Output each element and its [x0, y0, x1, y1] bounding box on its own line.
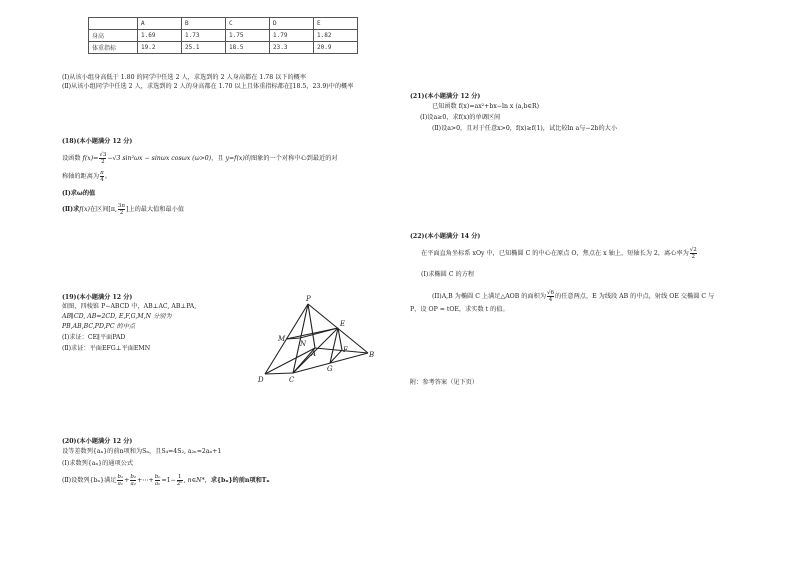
q20-heading: (20)(本小题满分 12 分) — [62, 438, 133, 445]
q19-line3: PB,AB,BC,PD,PC 的中点 — [62, 323, 136, 330]
table-cell: 1.69 — [138, 30, 182, 42]
q18-line2: 称轴的距离为 $\frac{\pi}{4}$ 。 — [62, 170, 111, 183]
table-cell: 1.79 — [270, 30, 314, 42]
fraction: $\frac{\text{bₙ}}{\text{aₙ}}$ — [154, 474, 161, 487]
table-header-row — [89, 18, 358, 30]
table-cell: E — [314, 18, 358, 30]
table-cell: 1.75 — [226, 30, 270, 42]
table-row — [89, 30, 358, 42]
q18-part2: (Ⅱ)求f(x)在区间[π, $\frac{3\pi}{2}$ ]上的最大值和最小值 — [62, 203, 185, 216]
q21-line1: 已知函数 f(x)=ax²+bx−ln x (a,b∈R) — [432, 103, 540, 110]
q21-part2: (Ⅱ)设a>0，且对于任意x>0，f(x)≥f(1)，试比较ln a与−2b的大小 — [432, 125, 618, 132]
table-cell: 1.73 — [182, 30, 226, 42]
label-b: B — [369, 351, 375, 359]
q19-line1: 如图，四棱锥 P−ABCD 中，AB⊥AC, AB⊥PA, — [62, 303, 197, 310]
q21-heading: (21)(本小题满分 12 分) — [410, 93, 481, 100]
q19-part2: (Ⅱ)求证：平面EFG⊥平面EMN — [62, 345, 151, 352]
q17-part2: (Ⅱ)从该小组同学中任选 2 人，求选到的 2 人的身高都在 1.70 以上且体重指标都在[18.5，23.9)中的概率 — [62, 83, 354, 90]
table-cell: 23.3 — [270, 42, 314, 54]
label-a: A — [311, 350, 317, 358]
q18-heading: (18)(本小题满分 12 分) — [62, 138, 133, 145]
label-e: E — [340, 320, 346, 328]
table-cell: 身高 — [89, 30, 138, 42]
fraction: $\frac{√3}{2}$ — [99, 152, 107, 165]
q18-part1: (Ⅰ)求ω的值 — [62, 190, 96, 197]
label-n: N — [300, 340, 307, 348]
q19-line2: AB∥CD, AB=2CD, E,F,G,M,N 分别为 — [62, 313, 172, 320]
line-eg — [330, 328, 338, 363]
fraction: $\frac{3\pi}{2}$ — [117, 203, 126, 216]
label-g: G — [327, 365, 333, 373]
data-table — [88, 17, 358, 54]
q22-part1: (I)求椭圆 C 的方程 — [421, 271, 475, 278]
q18-line1: 设函数 f(x)= $\frac{√3}{2}$ −√3 sin²ωx − sinωx cosωx (ω>0)，且 y=f(x)的图象的一个对称中心到最近的对 — [62, 152, 338, 165]
fraction: $\frac{√2}{2}$ — [689, 247, 697, 260]
table-cell: A — [138, 18, 182, 30]
fraction: $\frac{√6}{4}$ — [547, 290, 555, 303]
table-cell: 25.1 — [182, 42, 226, 54]
fraction: $\frac{\pi}{4}$ — [100, 170, 104, 183]
label-c: C — [289, 376, 295, 384]
q22-heading: (22)(本小题满分 14 分) — [410, 233, 481, 240]
table-cell: 19.2 — [138, 42, 182, 54]
fraction: $\frac{\text{b₁}}{\text{a₁}}$ — [117, 474, 124, 487]
table-cell: C — [226, 18, 270, 30]
table-cell: 1.82 — [314, 30, 358, 42]
fraction: $\frac{1}{\text{2ⁿ}}$ — [176, 474, 183, 487]
table-row — [89, 42, 358, 54]
q21-part1: (Ⅰ)设a≥0，求f(x)的单调区间 — [420, 114, 501, 121]
q22-line1: 在平面直角坐标系 xOy 中，已知椭圆 C 的中心在原点 O，焦点在 x 轴上，短轴长为 2，离心率为 $\frac{√2}{2}$ — [421, 247, 697, 260]
label-p: P — [306, 295, 311, 303]
table-cell: 体重指标 — [89, 42, 138, 54]
label-f: F — [343, 346, 348, 354]
q22-part3: P，设 OP = tOE，求实数 t 的值。 — [410, 306, 509, 313]
table-cell: 20.9 — [314, 42, 358, 54]
q20-line1: 设等差数列{aₙ}的前n项和为Sₙ，且S₄=4S₂, a₂ₙ=2aₙ+1 — [62, 448, 222, 455]
label-m: M — [278, 335, 286, 343]
q20-part1: (Ⅰ)求数列{aₙ}的通项公式 — [62, 460, 134, 467]
table-cell: D — [270, 18, 314, 30]
q19-heading: (19)(本小题满分 12 分) — [62, 294, 133, 301]
label-d: D — [258, 376, 264, 384]
q20-part2: (Ⅱ)设数列{bₙ}满足 $\frac{\text{b₁}}{\text{a₁}}$ + $\frac{\text{b₂}}{\text{a₂}}$ +⋯+ $\frac{\text{bₙ}}{\text{aₙ}}$ =1− $\frac{1}{\text{2ⁿ}}$ , n∈N*，求{bₙ}的前n项和Tₙ — [62, 474, 270, 487]
fraction: $\frac{\text{b₂}}{\text{a₂}}$ — [130, 474, 137, 487]
table-cell: 18.5 — [226, 42, 270, 54]
q17-part1: (Ⅰ)从该小组身高低于 1.80 的同学中任选 2 人，求选到的 2 人身高都在 1.78 以下的概率 — [62, 74, 307, 81]
table-cell — [89, 18, 138, 30]
q22-part2: (II)A,B 为椭圆 C 上满足△AOB 的面积为 $\frac{√6}{4}$ 的任意两点，E 为线段 AB 的中点，射线 OE 交椭圆 C 与 — [432, 290, 715, 303]
table-cell: B — [182, 18, 226, 30]
pyramid-figure — [255, 292, 380, 387]
q19-part1: (Ⅰ)求证：CE∥平面PAD — [62, 334, 126, 341]
answer-note: 附：参考答案（见下页） — [410, 379, 479, 386]
edge-dc — [265, 373, 293, 374]
edge-pa — [308, 304, 315, 348]
